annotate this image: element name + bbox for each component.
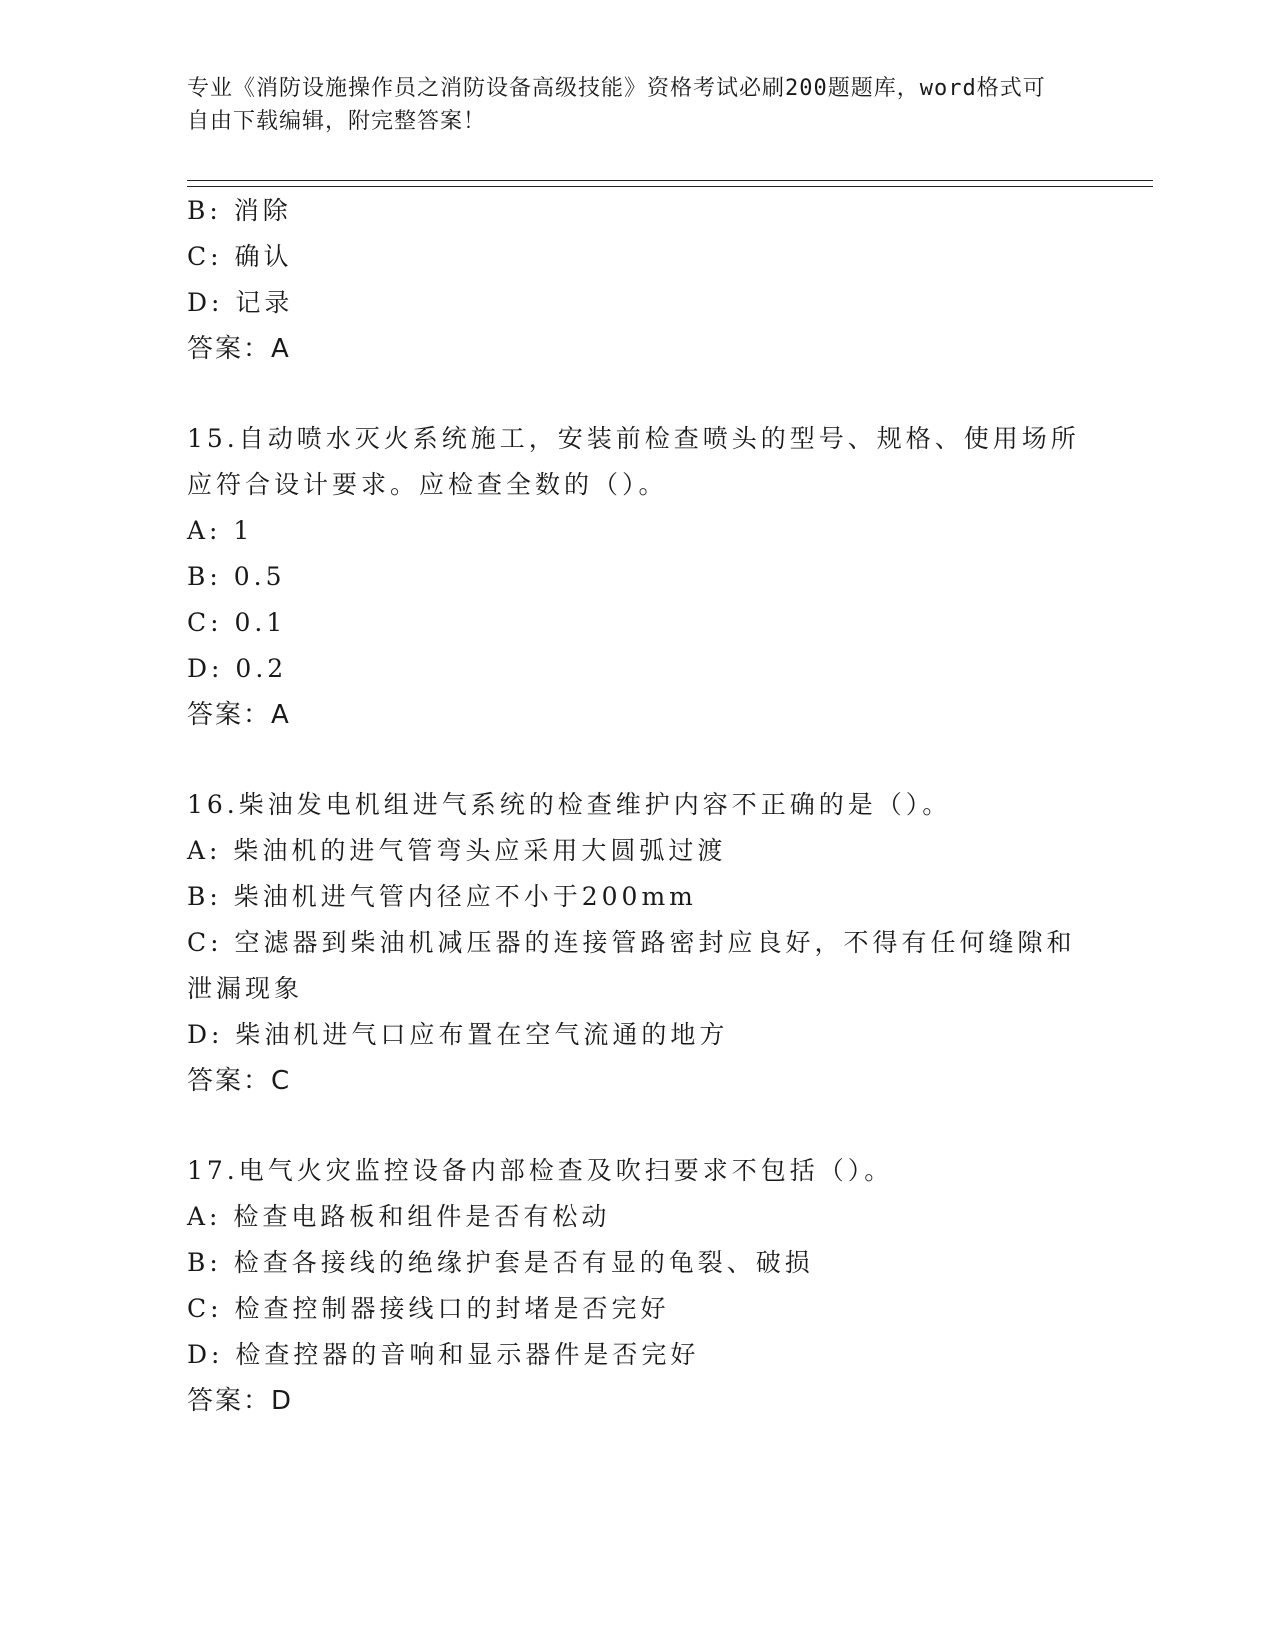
option-b: B: 柴油机进气管内径应不小于200mm bbox=[187, 882, 697, 911]
option-c: C: 0.1 bbox=[187, 608, 287, 637]
prev-question-block bbox=[187, 188, 1087, 372]
question-stem-continued: 应符合设计要求。应检查全数的（）。 bbox=[187, 470, 668, 499]
spacer bbox=[187, 372, 1087, 416]
option-c: C: 空滤器到柴油机减压器的连接管路密封应良好，不得有任何缝隙和 bbox=[187, 928, 1076, 957]
option-b: B: 检查各接线的绝缘护套是否有显的龟裂、破损 bbox=[187, 1248, 814, 1277]
spacer bbox=[187, 738, 1087, 782]
spacer bbox=[187, 1104, 1087, 1148]
question-stem: 17.电气火灾监控设备内部检查及吹扫要求不包括（）。 bbox=[187, 1156, 894, 1185]
document-header: 专业《消防设施操作员之消防设备高级技能》资格考试必刷200题题库，word格式可自由下载编辑，附完整答案！ bbox=[187, 76, 1046, 134]
option-d: D: 检查控器的音响和显示器件是否完好 bbox=[187, 1340, 700, 1369]
option-d: D: 记录 bbox=[187, 288, 294, 317]
question-stem: 15.自动喷水灭火系统施工，安装前检查喷头的型号、规格、使用场所 bbox=[187, 424, 1080, 453]
question-15-block bbox=[187, 416, 1087, 738]
answer-label: 答案：A bbox=[187, 334, 291, 364]
option-c-continued: 泄漏现象 bbox=[187, 974, 304, 1003]
answer-label: 答案：C bbox=[187, 1066, 292, 1096]
answer-label: 答案：D bbox=[187, 1386, 294, 1416]
header-divider bbox=[187, 180, 1153, 187]
option-a: A: 1 bbox=[187, 516, 254, 545]
option-a: A: 检查电路板和组件是否有松动 bbox=[187, 1202, 611, 1231]
option-b: B: 0.5 bbox=[187, 562, 286, 591]
option-c: C: 检查控制器接线口的封堵是否完好 bbox=[187, 1294, 670, 1323]
question-17-block bbox=[187, 1148, 1087, 1424]
option-d: D: 0.2 bbox=[187, 654, 288, 683]
option-d: D: 柴油机进气口应布置在空气流通的地方 bbox=[187, 1020, 729, 1049]
option-a: A: 柴油机的进气管弯头应采用大圆弧过渡 bbox=[187, 836, 727, 865]
question-stem: 16.柴油发电机组进气系统的检查维护内容不正确的是（）。 bbox=[187, 790, 952, 819]
question-16-block bbox=[187, 782, 1087, 1104]
answer-label: 答案：A bbox=[187, 700, 291, 730]
question-list bbox=[187, 188, 1087, 1424]
option-b: B: 消除 bbox=[187, 196, 292, 225]
option-c: C: 确认 bbox=[187, 242, 293, 271]
